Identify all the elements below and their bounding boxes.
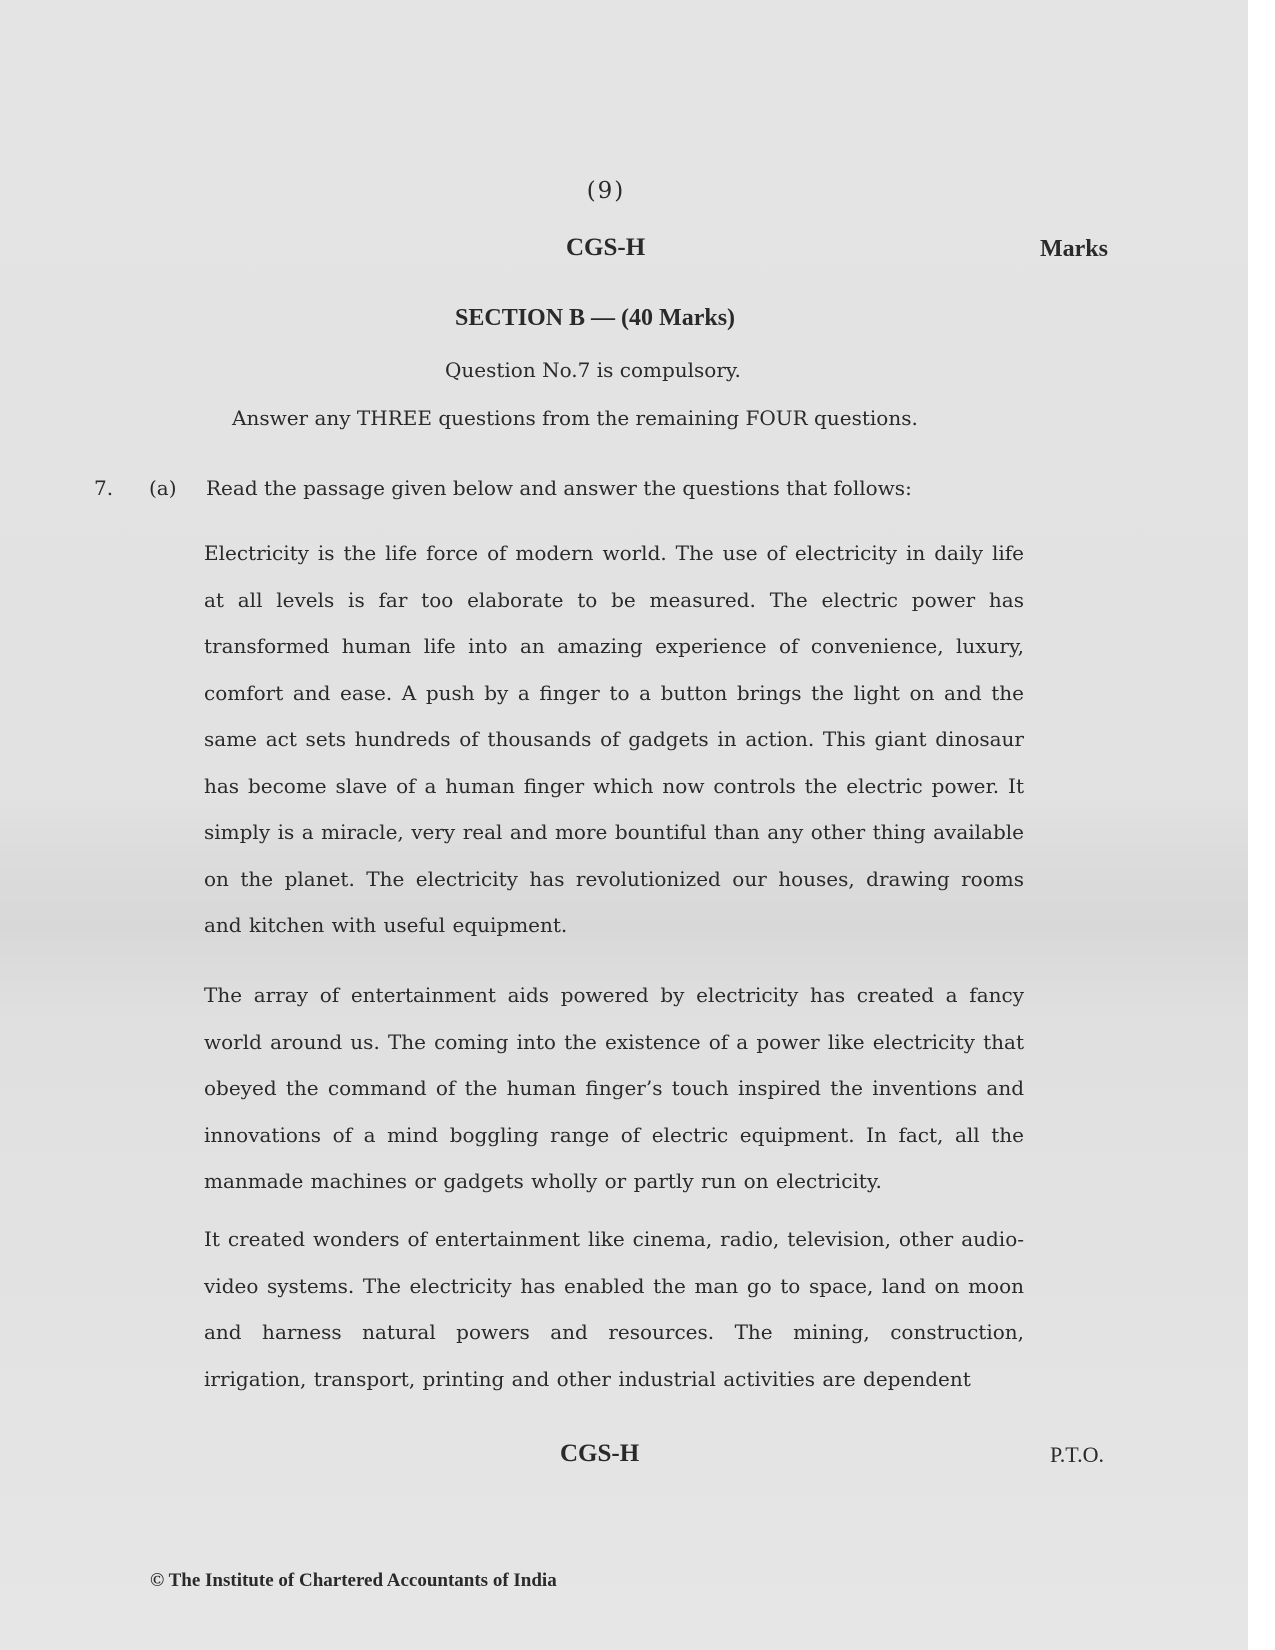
section-title: SECTION B — (40 Marks) [455,305,736,331]
paper-code-header: CGS-H [566,234,646,261]
passage-paragraph-3: It created wonders of entertainment like cinema, radio, television, other audio-video systems. The electricity has enabled the man go to space, land on moon and harness natural powers and resources. The mining, construction, irrigation, transport, printing and other industrial activities are dependent [204,1227,1024,1391]
please-turn-over: P.T.O. [1050,1442,1104,1467]
copyright-notice: © The Institute of Chartered Accountants of India [150,1570,557,1591]
page-number: (9) [586,178,626,204]
question-prompt: Read the passage given below and answer the questions that follows: [206,476,912,500]
passage-paragraph-1: Electricity is the life force of modern world. The use of electricity in daily life at all levels is far too elaborate to be measured. The electric power has transformed human life into an amazing experience of convenience, luxury, comfort and ease. A push by a finger to a button brings the light on and the same act sets hundreds of thousands of gadgets in action. This giant dinosaur has become slave of a human finger which now controls the electric power. It simply is a miracle, very real and more bountiful than any other thing available on the planet. The electricity has revolutionized our houses, drawing rooms and kitchen with useful equipment. [204,541,1024,937]
marks-column-label: Marks [1040,236,1108,262]
question-part: (a) [149,476,177,500]
paper-code-footer: CGS-H [560,1440,640,1467]
question-number: 7. [94,476,114,500]
passage-paragraph-2: The array of entertainment aids powered by electricity has created a fancy world around us. The coming into the existence of a power like electricity that obeyed the command of the human finger’s touch inspired the inventions and innovations of a mind boggling range of electric equipment. In fact, all the manmade machines or gadgets wholly or partly run on electricity. [204,983,1024,1193]
answer-instruction: Answer any THREE questions from the remaining FOUR questions. [232,406,918,430]
compulsory-note: Question No.7 is compulsory. [445,358,741,382]
